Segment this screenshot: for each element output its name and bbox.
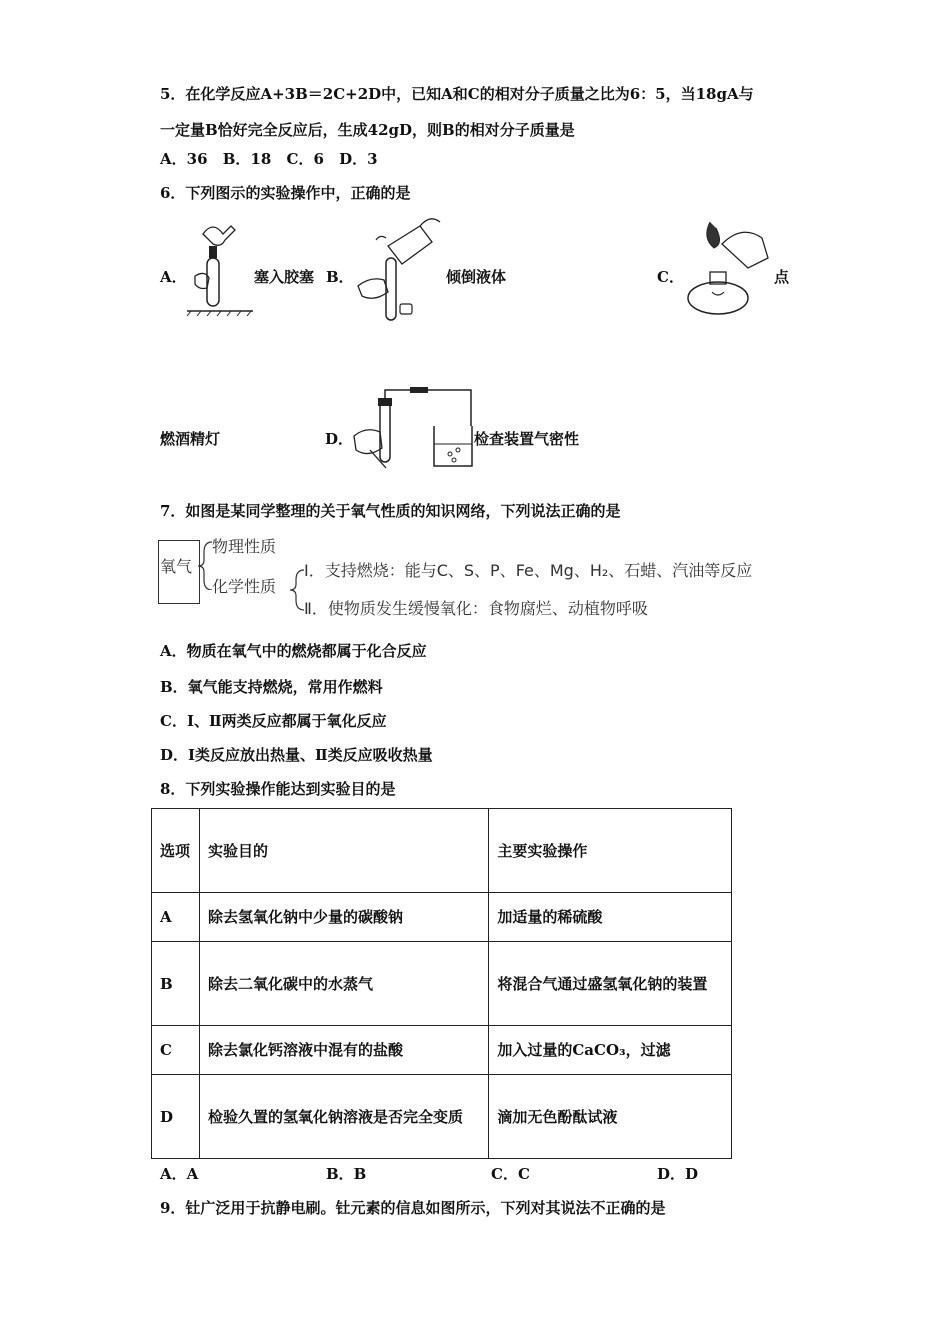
row-purpose: 检验久置的氢氧化钠溶液是否完全变质 (199, 1075, 488, 1159)
row-purpose: 除去氢氧化钠中少量的碳酸钠 (199, 893, 488, 942)
alcohol-lamp-illustration (682, 214, 774, 318)
option-b-label: 倾倒液体 (446, 268, 507, 286)
table-row (152, 1075, 732, 1159)
table-row (152, 1026, 732, 1075)
oxygen-knowledge-map (158, 530, 788, 620)
option-c: C．6 (286, 150, 324, 168)
header-operation: 主要实验操作 (489, 809, 732, 893)
row-purpose: 除去氯化钙溶液中混有的盐酸 (199, 1026, 488, 1075)
map-chemical: 化学性质 (212, 577, 277, 596)
table-header-row (152, 809, 732, 893)
question-6-stem: 6．下列图示的实验操作中，正确的是 (160, 184, 411, 202)
map-physical: 物理性质 (212, 537, 277, 556)
map-root-label: 氧气 (160, 557, 193, 576)
question-5-options (160, 148, 388, 169)
question-5-line2: 一定量B恰好完全反应后，生成42gD，则B的相对分子质量是 (160, 121, 575, 139)
question-7-option-d: D．Ⅰ类反应放出热量、Ⅱ类反应吸收热量 (160, 746, 433, 764)
map-brace-right (286, 556, 306, 618)
experiment-table (151, 808, 732, 1159)
answer-b: B．B (326, 1165, 367, 1183)
option-a-letter: A． (160, 268, 187, 286)
option-c-label-part2: 燃酒精灯 (160, 430, 221, 448)
option-a-label: 塞入胶塞 (254, 268, 315, 286)
question-7-stem: 7．如图是某同学整理的关于氧气性质的知识网络，下列说法正确的是 (160, 502, 621, 520)
header-option: 选项 (152, 809, 200, 893)
question-7-option-a: A．物质在氧气中的燃烧都属于化合反应 (160, 642, 427, 660)
answer-c: C．C (491, 1165, 530, 1183)
option-c-label-part1: 点 (774, 268, 790, 286)
row-purpose: 除去二氧化碳中的水蒸气 (199, 942, 488, 1026)
row-option: B (152, 942, 200, 1026)
map-item-2: Ⅱ．使物质发生缓慢氧化：食物腐烂、动植物呼吸 (304, 599, 648, 618)
answer-d: D．D (657, 1165, 699, 1183)
question-7-option-b: B．氧气能支持燃烧，常用作燃料 (160, 678, 383, 696)
row-operation: 加适量的稀硫酸 (489, 893, 732, 942)
option-d-label: 检查装置气密性 (474, 430, 580, 448)
row-option: A (152, 893, 200, 942)
option-b: B．18 (222, 150, 272, 168)
airtightness-check-illustration (350, 384, 474, 470)
stopper-illustration (185, 216, 255, 316)
option-c-letter: C． (657, 268, 684, 286)
row-operation: 滴加无色酚酞试液 (489, 1075, 732, 1159)
row-option: C (152, 1026, 200, 1075)
question-5 (160, 76, 800, 148)
map-item-1: Ⅰ．支持燃烧：能与C、S、P、Fe、Mg、H₂、石蜡、汽油等反应 (304, 561, 753, 580)
question-9-stem: 9．钍广泛用于抗静电刷。钍元素的信息如图所示，下列对其说法不正确的是 (160, 1199, 666, 1217)
table-row (152, 893, 732, 942)
option-d: D．3 (339, 150, 378, 168)
row-operation: 将混合气通过盛氢氧化钠的装置 (489, 942, 732, 1026)
header-purpose: 实验目的 (199, 809, 488, 893)
answer-a: A．A (160, 1165, 199, 1183)
question-8-stem: 8．下列实验操作能达到实验目的是 (160, 780, 396, 798)
table-row (152, 942, 732, 1026)
option-b-letter: B． (326, 268, 354, 286)
question-5-line1: 5．在化学反应A+3B＝2C+2D中，已知A和C的相对分子质量之比为6：5，当18gA与 (160, 85, 754, 103)
pouring-liquid-illustration (348, 206, 444, 324)
question-7-option-c: C．Ⅰ、Ⅱ两类反应都属于氧化反应 (160, 712, 387, 730)
row-option: D (152, 1075, 200, 1159)
option-d-letter: D． (325, 430, 354, 448)
option-a: A．36 (160, 150, 208, 168)
row-operation: 加入过量的CaCO₃，过滤 (489, 1026, 732, 1075)
